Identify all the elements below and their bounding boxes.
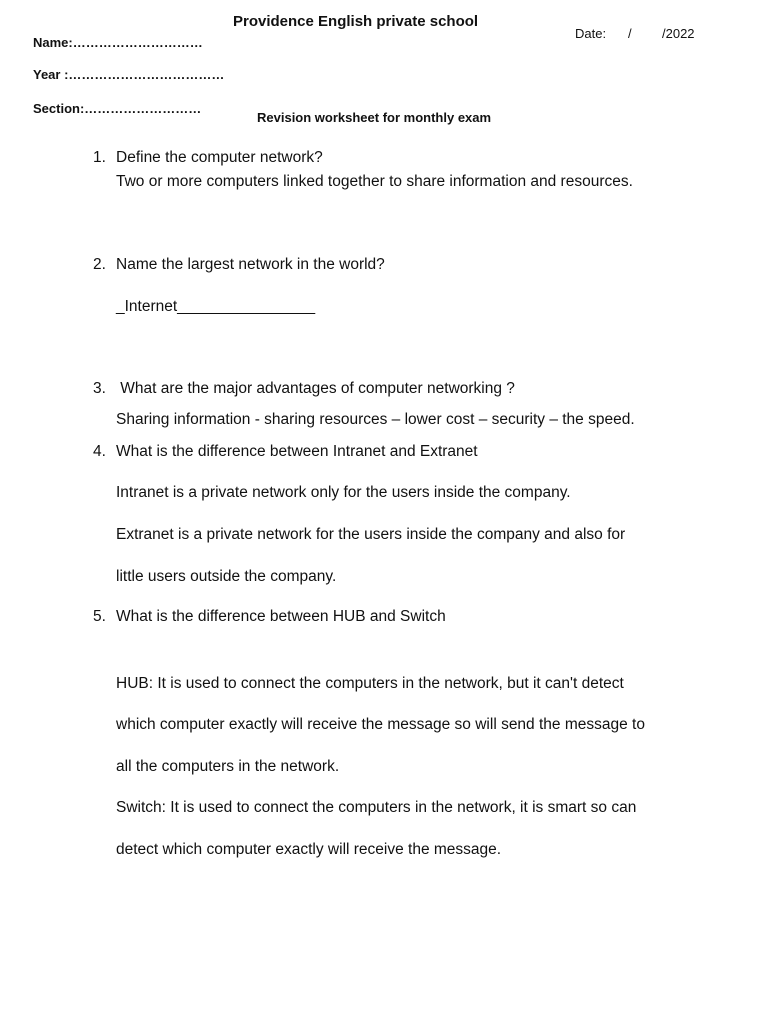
question-text: What is the difference between Intranet and Extranet xyxy=(116,443,478,460)
question-text: Name the largest network in the world? xyxy=(116,256,385,273)
answer-line: all the computers in the network. xyxy=(116,758,340,775)
answer-line: Extranet is a private network for the users inside the company and also for xyxy=(116,526,626,543)
question-text: What is the difference between HUB and Switch xyxy=(116,608,446,625)
answer-line: Switch: It is used to connect the computers in the network, it is smart so can xyxy=(116,799,637,816)
date-label: Date: xyxy=(575,26,607,41)
answer-line: which computer exactly will receive the message so will send the message to xyxy=(116,716,645,733)
answer-line: Two or more computers linked together to share information and resources. xyxy=(116,173,633,190)
question-text: Define the computer network? xyxy=(116,149,323,166)
section-field: Section:……………………… xyxy=(33,101,202,116)
answer-line: little users outside the company. xyxy=(116,568,337,585)
answer-line: detect which computer exactly will receive the message. xyxy=(116,841,502,858)
question-number: 5. xyxy=(93,608,106,625)
school-title: Providence English private school xyxy=(233,13,479,30)
question-number: 2. xyxy=(93,256,106,273)
name-field: Name:………………………… xyxy=(33,35,203,50)
question-number: 3. xyxy=(93,380,106,397)
question-number: 1. xyxy=(93,149,106,166)
answer-line: HUB: It is used to connect the computers in the network, but it can't detect xyxy=(116,675,624,692)
question-text: What are the major advantages of computer networking ? xyxy=(116,380,515,397)
date-slash: / xyxy=(628,26,632,41)
question-number: 4. xyxy=(93,443,106,460)
worksheet-subtitle: Revision worksheet for monthly exam xyxy=(257,110,492,125)
year-field: Year :……………………………… xyxy=(33,67,225,82)
answer-line: _Internet________________ xyxy=(116,298,316,315)
date-year: /2022 xyxy=(662,26,695,41)
answer-line: Sharing information - sharing resources – lower cost – security – the speed. xyxy=(116,411,635,428)
answer-line: Intranet is a private network only for the users inside the company. xyxy=(116,484,571,501)
